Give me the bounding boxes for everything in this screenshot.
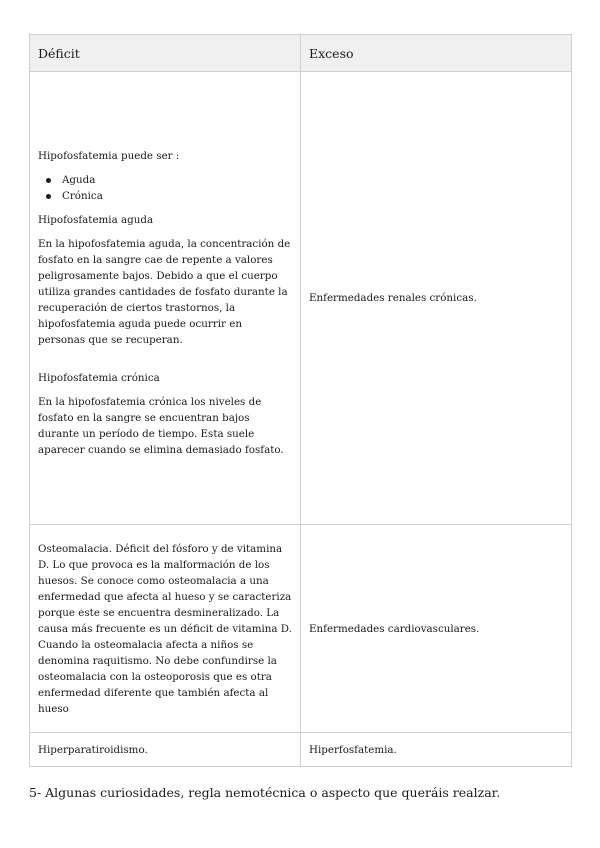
deficit-cell-hiperparatiroidismo: Hiperparatiroidismo. <box>30 733 301 767</box>
hipofosfatemia-intro: Hipofosfatemia puede ser : <box>38 150 180 162</box>
exceso-cell-hiperfosfatemia: Hiperfosfatemia. <box>301 733 572 767</box>
hipofosfatemia-forms-list <box>38 172 292 204</box>
deficit-cell-hipofosfatemia <box>30 72 301 525</box>
section-5-heading: 5- Algunas curiosidades, regla nemotécnica o aspecto que queráis realzar. <box>29 785 501 800</box>
exceso-cell-renales: Enfermedades renales crónicas. <box>301 72 572 525</box>
deficit-cell-osteomalacia: Osteomalacia. Déficit del fósforo y de vitamina D. Lo que provoca es la malformación de los huesos. Se conoce como osteomalacia a una enfermedad que afecta al hueso y se caracteriza porque este se encuentra desmineralizado. La causa más frecuente es un déficit de vitamina D. Cuando la osteomalacia afecta a niños se denomina raquitismo. No debe confundirse la osteomalacia con la osteoporosis que es otra enfermedad diferente que también afecta al hueso <box>30 525 301 733</box>
header-exceso: Exceso <box>301 35 572 72</box>
table-row <box>30 733 572 767</box>
aguda-text: En la hipofosfatemia aguda, la concentración de fosfato en la sangre cae de repente a valores peligrosamente bajos. Debido a que el cuerpo utiliza grandes cantidades de fosfato durante la recuperación de ciertos trastornos, la hipofosfatemia aguda puede ocurrir en personas que se recuperan. <box>38 238 291 346</box>
table-row <box>30 72 572 525</box>
table-header-row <box>30 35 572 72</box>
header-deficit: Déficit <box>30 35 301 72</box>
cronica-text: En la hipofosfatemia crónica los niveles de fosfato en la sangre se encuentran bajos durante un período de tiempo. Esta suele aparecer cuando se elimina demasiado fosfato. <box>38 396 284 456</box>
exceso-cell-cardiovasculares: Enfermedades cardiovasculares. <box>301 525 572 733</box>
list-item: Aguda <box>54 172 292 188</box>
phosphorus-table <box>29 34 572 767</box>
aguda-title: Hipofosfatemia aguda <box>38 214 154 226</box>
list-item: Crónica <box>54 188 292 204</box>
table-row <box>30 525 572 733</box>
cronica-title: Hipofosfatemia crónica <box>38 372 160 384</box>
